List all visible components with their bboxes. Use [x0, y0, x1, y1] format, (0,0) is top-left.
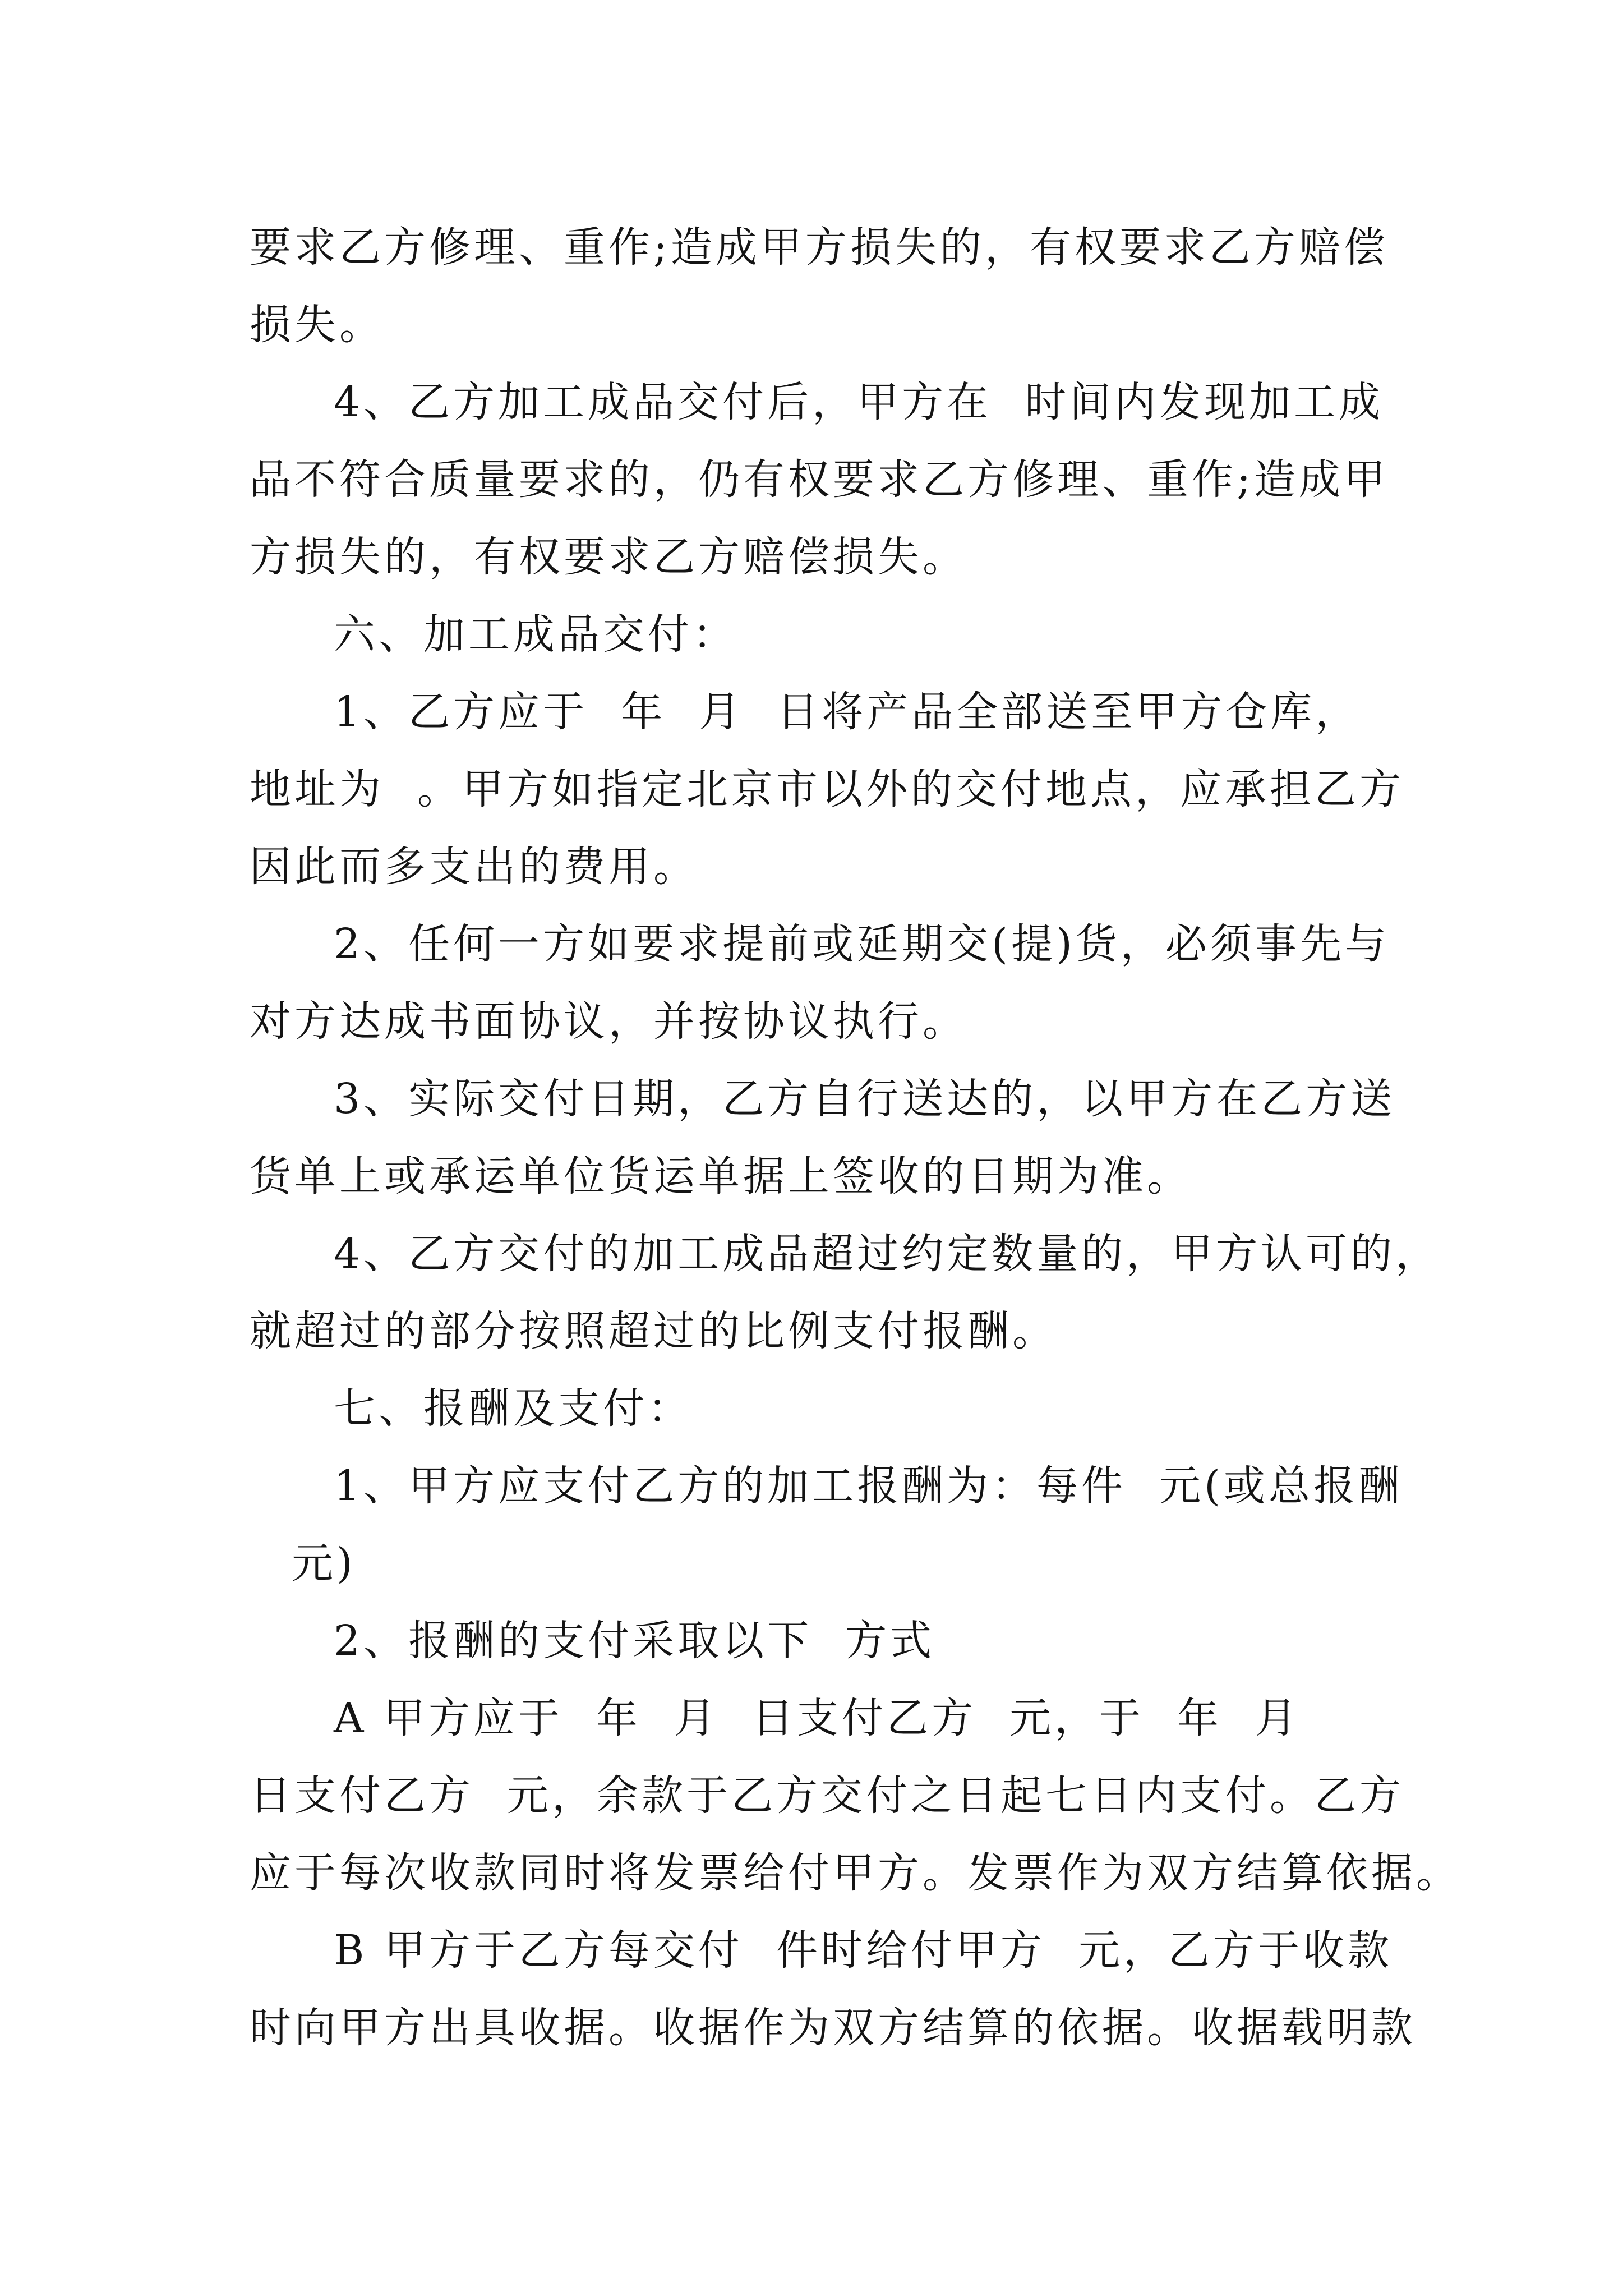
paragraph-line: 2、任何一方如要求提前或延期交(提)货，必须事先与 — [334, 920, 1390, 968]
paragraph-line: 品不符合质量要求的，仍有权要求乙方修理、重作;造成甲 — [250, 455, 1389, 504]
paragraph-line: 对方达成书面协议，并按协议执行。 — [250, 997, 967, 1046]
paragraph-line: 因此而多支出的费用。 — [250, 843, 698, 891]
paragraph-line: 就超过的部分按照超过的比例支付报酬。 — [250, 1307, 1057, 1355]
section-heading: 七、报酬及支付： — [334, 1384, 693, 1433]
paragraph-line: B 甲方于乙方每交付 件时给付甲方 元，乙方于收款 — [334, 1926, 1393, 1975]
paragraph-line: 4、乙方交付的加工成品超过约定数量的，甲方认可的， — [334, 1230, 1441, 1278]
paragraph-line: 4、乙方加工成品交付后，甲方在 时间内发现加工成 — [334, 378, 1384, 426]
paragraph-line: 元) — [292, 1539, 356, 1588]
paragraph-line: 地址为 。甲方如指定北京市以外的交付地点，应承担乙方 — [250, 765, 1405, 813]
paragraph-line: 3、实际交付日期，乙方自行送达的，以甲方在乙方送 — [334, 1075, 1396, 1123]
paragraph-line: 时向甲方出具收据。收据作为双方结算的依据。收据载明款 — [250, 2004, 1416, 2052]
paragraph-line: 损失。 — [250, 301, 384, 349]
section-heading: 六、加工成品交付： — [334, 610, 737, 659]
paragraph-line: 日支付乙方 元，余款于乙方交付之日起七日内支付。乙方 — [250, 1772, 1405, 1820]
paragraph-line: 1、甲方应支付乙方的加工报酬为：每件 元(或总报酬 — [334, 1462, 1403, 1510]
document-body — [250, 209, 1461, 2067]
paragraph-line: 1、乙方应于 年 月 日将产品全部送至甲方仓库， — [334, 688, 1361, 736]
paragraph-line: 要求乙方修理、重作;造成甲方损失的，有权要求乙方赔偿 — [250, 223, 1389, 272]
paragraph-line: 2、报酬的支付采取以下 方式 — [334, 1617, 935, 1665]
paragraph-line: 货单上或承运单位货运单据上签收的日期为准。 — [250, 1152, 1192, 1200]
paragraph-line: 方损失的，有权要求乙方赔偿损失。 — [250, 533, 967, 581]
paragraph-line: 应于每次收款同时将发票给付甲方。发票作为双方结算依据。 — [250, 1849, 1461, 1897]
paragraph-line: A 甲方应于 年 月 日支付乙方 元，于 年 月 — [334, 1694, 1301, 1742]
